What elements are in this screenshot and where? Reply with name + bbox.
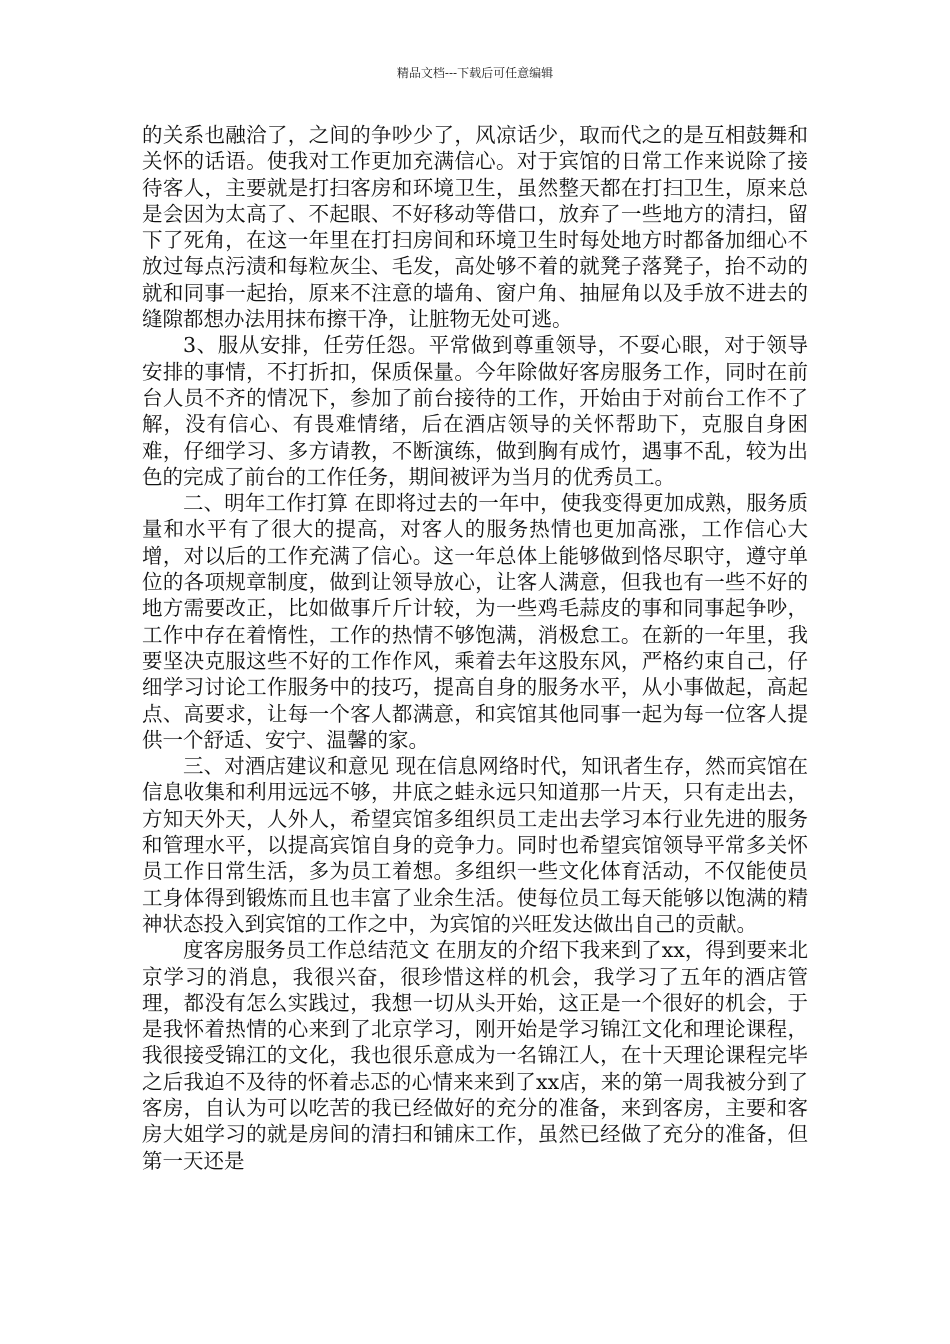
page-header: 精品文档---下载后可任意编辑 bbox=[396, 66, 554, 80]
paragraph: 三、对酒店建议和意见 现在信息网络时代，知讯者生存，然而宾馆在信息收集和利用远远不够，井底之蛙永远只知道那一片天，只有走出去，方知天外天，人外人，希望宾馆多组织员工走出去学习本行业先进的服务和管理水平，以提高宾馆自身的竞争力。同时也希望宾馆领导平常多关怀员工作日常生活，多为员工着想。多组织一些文化体育活动，不仅能使员工身体得到锻炼而且也丰富了业余生活。使每位员工每天能够以饱满的精神状态投入到宾馆的工作之中，为宾馆的兴旺发达做出自己的贡献。 bbox=[142, 754, 808, 936]
paragraph: 的关系也融洽了，之间的争吵少了，风凉话少，取而代之的是互相鼓舞和关怀的话语。使我对工作更加充满信心。对于宾馆的日常工作来说除了接待客人，主要就是打扫客房和环境卫生，虽然整天都在打扫卫生，原来总是会因为太高了、不起眼、不好移动等借口，放弃了一些地方的清扫，留下了死角，在这一年里在打扫房间和环境卫生时每处地方时都备加细心不放过每点污渍和每粒灰尘、毛发，高处够不着的就凳子落凳子，抬不动的就和同事一起抬，原来不注意的墙角、窗户角、抽屉角以及手放不进去的缝隙都想办法用抹布擦干净，让脏物无处可逃。 bbox=[142, 123, 808, 332]
paragraph: 度客房服务员工作总结范文 在朋友的介绍下我来到了xx，得到要来北京学习的消息，我很兴奋，很珍惜这样的机会，我学习了五年的酒店管理，都没有怎么实践过，我想一切从头开始，这正是一个很好的机会，于是我怀着热情的心来到了北京学习，刚开始是学习锦江文化和理论课程，我很接受锦江的文化，我也很乐意成为一名锦江人，在十天理论课程完毕之后我迫不及待的怀着忐忑的心情来来到了xx店，来的第一周我被分到了客房，自认为可以吃苦的我已经做好的充分的准备，来到客房，主要和客房大姐学习的就是房间的清扫和铺床工作，虽然已经做了充分的准备，但第一天还是 bbox=[142, 938, 808, 1173]
document-body bbox=[142, 122, 808, 1174]
paragraph: 3、服从安排，任劳任怨。平常做到尊重领导，不耍心眼，对于领导安排的事情，不打折扣，保质保量。今年除做好客房服务工作，同时在前台人员不齐的情况下，参加了前台接待的工作，开始由于对前台工作不了解，没有信心、有畏难情绪，后在酒店领导的关怀帮助下，克服自身困难，仔细学习、多方请教，不断演练，做到胸有成竹，遇事不乱，较为出色的完成了前台的工作任务，期间被评为当月的优秀员工。 bbox=[142, 333, 808, 489]
paragraph: 二、明年工作打算 在即将过去的一年中，使我变得更加成熟，服务质量和水平有了很大的提高，对客人的服务热情也更加高涨，工作信心大增，对以后的工作充满了信心。这一年总体上能够做到恪尽职守，遵守单位的各项规章制度，做到让领导放心，让客人满意，但我也有一些不好的地方需要改正，比如做事斤斤计较，为一些鸡毛蒜皮的事和同事起争吵，工作中存在着惰性，工作的热情不够饱满，消极怠工。在新的一年里，我要坚决克服这些不好的工作作风，乘着去年这股东风，严格约束自己，仔细学习讨论工作服务中的技巧，提高自身的服务水平，从小事做起，高起点、高要求，让每一个客人都满意，和宾馆其他同事一起为每一位客人提供一个舒适、安宁、温馨的家。 bbox=[142, 491, 808, 752]
